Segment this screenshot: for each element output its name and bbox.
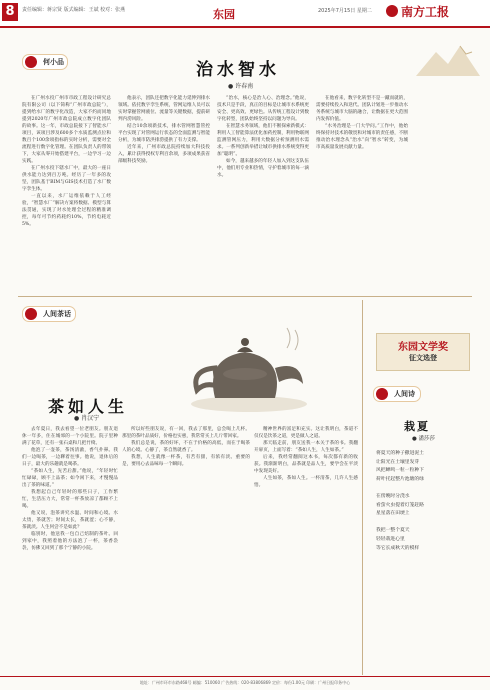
- page-number: 8: [2, 3, 18, 21]
- brand-logo-icon: [386, 5, 398, 17]
- column-badge-icon: [376, 388, 388, 400]
- column-tag-label: 何小品: [43, 58, 64, 66]
- literary-award-box: [376, 333, 470, 371]
- paragraph: “治水，核心是治人心、治理念。”他说，技术只是手段，真正的目标是让城市水系统更安全、更高效、更绿色。从传统工程设计到数字化转型，团队始终坚持以问题为导向。: [217, 96, 309, 122]
- article-body-column-3: [254, 426, 358, 676]
- article-body-column-2: [118, 95, 210, 291]
- article-title: 茶如人生: [48, 397, 129, 416]
- paragraph: 去年夏日，我去看望一位老朋友。朋友退休一年多，住在城郊的一个小院里。院子里种满了花草，还有一张石桌和几把竹椅。: [22, 427, 118, 446]
- paragraph: 他表示，团队还把数字化能力延伸到排水领域。依托数字孪生系统，管网运维人员可以实时掌握管网液位、流量等关键数据，提前研判内涝风险。: [118, 96, 210, 122]
- article-body-column-2: [122, 426, 250, 676]
- poem-line: 我把一整个夏天: [376, 528, 410, 534]
- brand-name: 南方工报: [401, 5, 450, 19]
- column-tag-ren-jian-cha-hua: [22, 306, 76, 322]
- poem-line: 让阳光在土壤里发芽: [376, 459, 420, 465]
- paragraph: 我想，人生就像一杯茶，有苦有甜，有浓有淡。重要的是，要用心去品味每一个瞬间。: [122, 455, 250, 467]
- article-title: 治水智水: [196, 60, 280, 80]
- paragraph: 我们总是说，茶的好坏，不在于价格的高低，而在于喝茶人的心境。心静了，茶自然就香了。: [122, 441, 250, 453]
- literary-award-title: 东园文学奖: [398, 342, 448, 353]
- poem-line: [376, 519, 476, 528]
- article-body-column-3: [217, 95, 309, 291]
- column-divider: [362, 300, 363, 675]
- newspaper-brand: [386, 3, 486, 21]
- paragraph: 人生如茶，茶如人生。一杯清茶，几许人生感悟。: [254, 476, 358, 488]
- poem-line: 将夏天的种子撒进泥土: [376, 451, 424, 456]
- article-author: ● 肖汉宁: [74, 415, 100, 422]
- column-badge-icon: [25, 308, 37, 320]
- landscape-decoration-icon: [414, 38, 484, 78]
- article-body-column-1: [22, 95, 111, 277]
- section-divider: [18, 296, 472, 297]
- poem-line: 在傍晚时分浇水: [376, 493, 410, 499]
- footer-info: 地址：广州市环市东路468号 邮编：510060 广告热线：020-83806869 定价：每份1.00元 印刷：广州日报印务中心: [139, 680, 351, 685]
- poem-line: 星星落在田埂上: [376, 511, 410, 517]
- paragraph: “水务治理是一门大学问。”工作中，他始终保持对技术的敬畏和对城市的责任感，不断推动治水理念从“治水”向“智水”转变，为城市高质量发展贡献力量。: [316, 124, 408, 150]
- poem-body: [376, 450, 476, 553]
- paragraph: 在广州水投下辖水厂中，最大的一座日供水能力达到百万吨。经历了一年多的攻坚，团队基于BIM与GIS技术打造了水厂数字孪生体。: [22, 166, 111, 192]
- paragraph: 在他看来，数字化转型不是一蹴而就的，需要持续投入和迭代。团队计划进一步推动水务系统与城市大脑的融合，让数据在更大范围内发挥价值。: [316, 96, 408, 122]
- poem-title: 栽夏: [404, 420, 430, 433]
- paragraph: 近年来，广州市政总院持续加大科技投入，累计获得授权专利百余项，多项成果获省部级科技奖励。: [118, 145, 210, 164]
- section-name: 东园: [213, 8, 235, 21]
- paragraph: 如今，越来越多的年轻人加入到这支队伍中，他们用专业和热情，守护着城市的每一滴水。: [217, 159, 309, 178]
- article-author: ● 许春南: [228, 83, 254, 90]
- poem-line: 等它长成秋天的模样: [376, 545, 420, 551]
- poem-author: ● 潘莎莎: [412, 436, 436, 442]
- paragraph: 那天临走前，朋友送我一本关于茶的书。我翻开扉页，上面写着：“茶如人生，人生如茶。”: [254, 441, 358, 453]
- column-badge-icon: [25, 56, 37, 68]
- paragraph: 他又说，泡茶讲究水温、时间和心境。水太烫，茶就苦；时间太长，茶就涩；心不静，茶就淡。人生何尝不是如此？: [22, 511, 118, 530]
- literary-award-subtitle: 征文选登: [409, 353, 437, 362]
- column-tag-he-xiao-pin: [22, 54, 68, 70]
- paragraph: 精神世界的富足和充实。这让我明白，茶道不仅仅是饮茶之道，更是做人之道。: [254, 427, 358, 439]
- paragraph: 临别时，他送我一包自己焙制的茶叶。回到家中，我照着他的方法泡了一杯，茶香袅袅，仿佛又回到了那个宁静的小院。: [22, 532, 118, 551]
- column-tag-label: 人间诗: [394, 390, 415, 398]
- poem-line: 荷叶托起整片池塘的绿: [376, 476, 424, 482]
- poem-line: 看萤火虫提着灯笼赶路: [376, 502, 424, 508]
- paragraph: 所以好些朋友说，有一回，我去了那里，总会喝上几杯。那里的茶叶品质好，价格也实惠，我常常买上几斤带回家。: [122, 427, 250, 439]
- paragraph: 结合10余项新技术，排水管网智慧管控平台实现了对管网运行状态的全面监测与智能分析，为城市防洪排涝提供了有力支撑。: [118, 124, 210, 143]
- paragraph: 他泡了一壶茶，茶汤清澈，香气扑鼻。我们一边喝茶，一边聊着往事。他说，退休后的日子，最大的乐趣就是喝茶。: [22, 448, 118, 467]
- paragraph: 一直以来，水厂运维依赖于人工经验，“智慧水厂”解决方案将数据、模型与算法贯通，实现了对水处理全过程的精准调控，每年可节约药耗约10%，节约电耗近5%。: [22, 194, 111, 227]
- column-tag-shi-ren-jian: [373, 386, 421, 402]
- paragraph: 后来，我经常翻阅这本书，每次都有新的收获。我渐渐明白，品茶就是品人生，要学会在平淡中发现美好。: [254, 455, 358, 474]
- poem-line: [376, 484, 476, 493]
- column-tag-label: 人间茶话: [43, 310, 71, 318]
- paragraph: “茶如人生，先苦后甜。”他说，“年轻时忙忙碌碌，顾不上品茶；如今闲下来，才慢慢品出了茶的味道。”: [22, 469, 118, 488]
- paragraph: 在广州水投广州市市政工程设计研究总院有限公司（以下简称“广州市政总院”），提到给水厂的数字化改造，大家不约而同地提到2020年广州市政总院成立数字化团队的故事。这一年，市政总院接下了智能水厂项目，该项目涉及600多个水质监测点位和数百个100余项指标的实时分析，需要对全流程进行数字化管理。在团队负责人的带领下，大家从零开始搭建平台，一边学习一边实践。: [22, 96, 111, 164]
- teapot-illustration: [175, 308, 315, 418]
- article-body-column-1: [22, 426, 118, 676]
- editor-credits: 责任编辑：蒋宗贤 版式编辑：王斌 校对：张燕: [22, 7, 126, 13]
- footer-rule: [0, 676, 490, 677]
- page-header: [0, 0, 490, 28]
- paragraph: 我想起自己年轻时的那些日子，工作繁忙，生活压力大，常常一杯茶放凉了都顾不上喝。: [22, 490, 118, 509]
- issue-date: 2025年7月15日 星期二: [318, 8, 372, 14]
- poem-line: 轻轻栽进心里: [376, 536, 405, 542]
- article-body-column-4: [316, 95, 408, 291]
- poem-line: 风把蝉鸣一粒一粒种下: [376, 468, 424, 474]
- paragraph: 在智慧水务领域，他们不断探索新模式：利用人工智能算法优化加药控制，利用物联网监测管网压力，利用大数据分析预测用水需求。一系列创新举措让城市供排水系统变得更加“聪明”。: [217, 124, 309, 157]
